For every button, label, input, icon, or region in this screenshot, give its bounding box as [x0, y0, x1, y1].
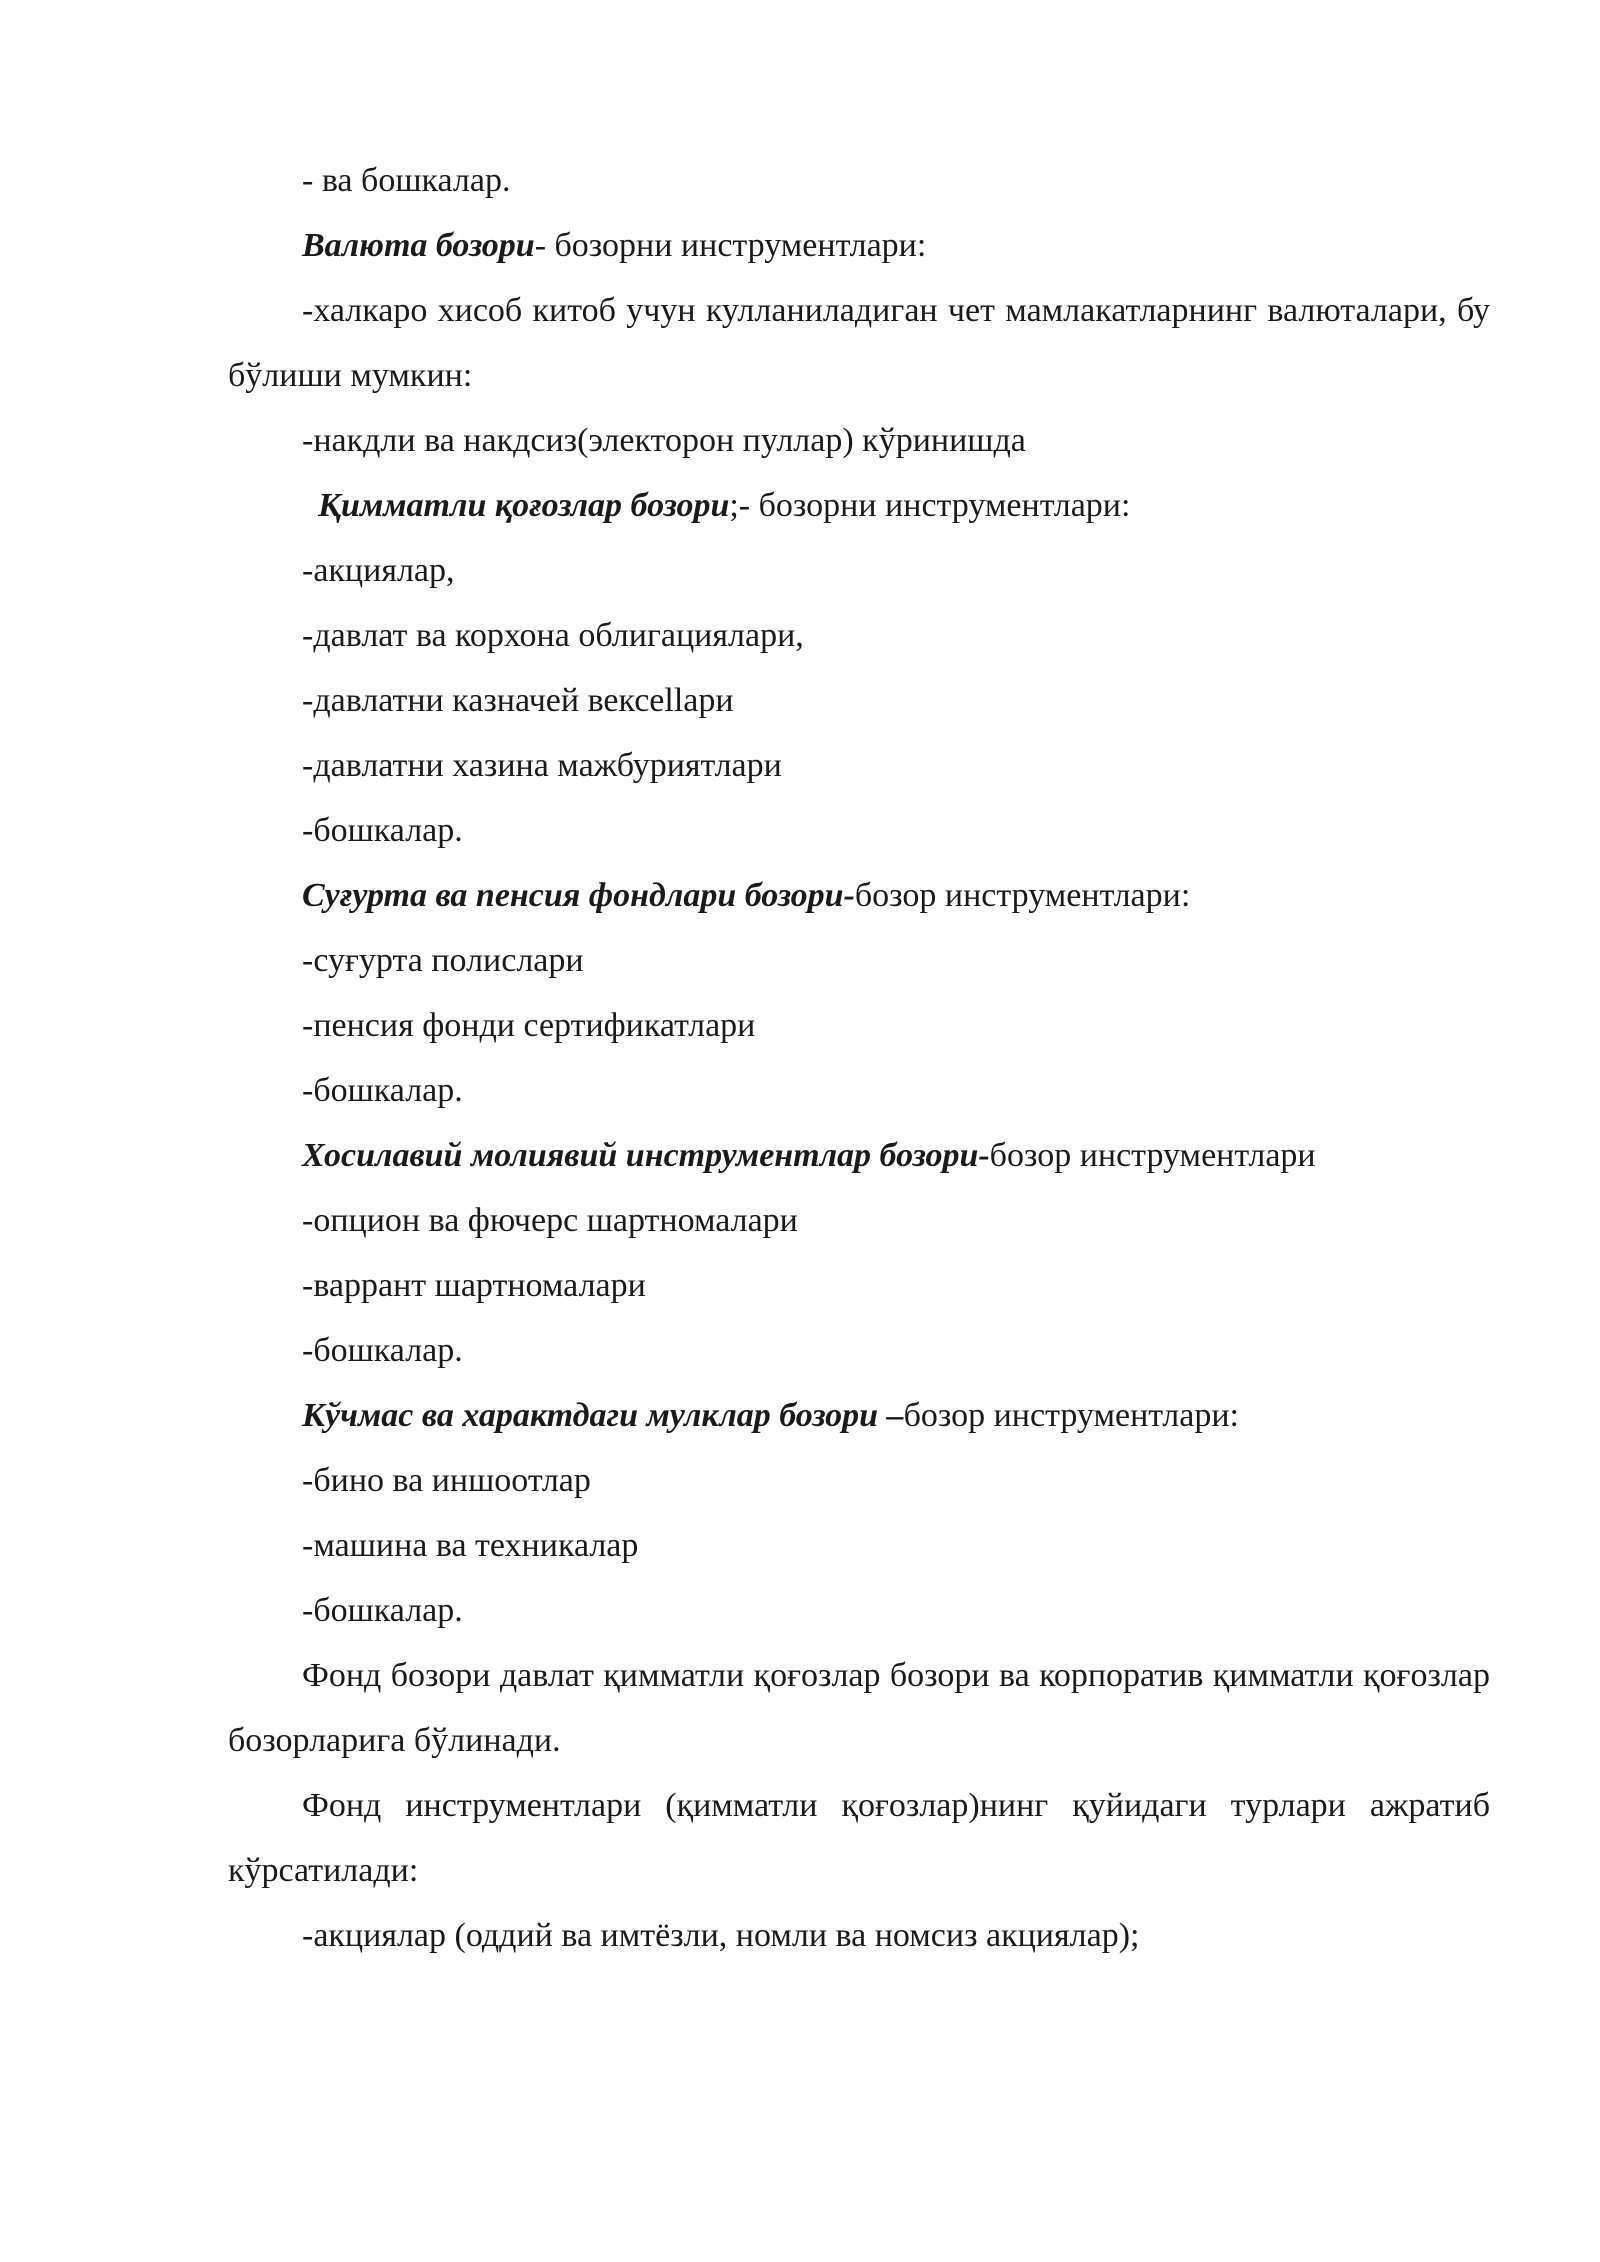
paragraph-text: бозор инструментлари: — [903, 1397, 1239, 1434]
paragraph — [228, 863, 1490, 928]
paragraph-text: -варрант шартномалари — [302, 1267, 646, 1304]
paragraph — [228, 1513, 1490, 1578]
paragraph — [228, 538, 1490, 603]
paragraph — [228, 1383, 1490, 1448]
paragraph — [228, 1058, 1490, 1123]
document-body — [228, 148, 1490, 1968]
paragraph-text: -бошкалар. — [302, 1592, 463, 1629]
paragraph-text: - ва бошкалар. — [302, 162, 511, 199]
paragraph — [228, 993, 1490, 1058]
paragraph — [228, 603, 1490, 668]
paragraph — [228, 278, 1490, 408]
paragraph-text: -халкаро хисоб китоб учун кулланиладиган чет мамлакатларнинг валюталари, бу бўлиши мумкин: — [228, 292, 1490, 394]
paragraph — [228, 1903, 1490, 1968]
paragraph-text: бозор инструментлари — [989, 1137, 1316, 1174]
paragraph — [228, 408, 1490, 473]
paragraph-text: Фонд бозори давлат қимматли қоғозлар бозори ва корпоратив қимматли қоғозлар бозорларига бўлинади. — [228, 1657, 1490, 1759]
paragraph — [228, 1188, 1490, 1253]
paragraph — [228, 148, 1490, 213]
paragraph — [228, 1643, 1490, 1773]
paragraph — [228, 1253, 1490, 1318]
paragraph-text: -бошкалар. — [302, 812, 463, 849]
paragraph-heading-text: Валюта бозори — [302, 227, 535, 264]
paragraph-text: -машина ва техникалар — [302, 1527, 639, 1564]
paragraph-text: -давлатни казначей вексellари — [302, 682, 734, 719]
paragraph-text: -опцион ва фючерс шартномалари — [302, 1202, 798, 1239]
paragraph — [228, 1123, 1490, 1188]
paragraph-text: -акциялар, — [302, 552, 455, 589]
paragraph — [228, 1318, 1490, 1383]
paragraph — [228, 668, 1490, 733]
paragraph-text: ;- бозорни инструментлари: — [729, 487, 1131, 524]
paragraph-text: -бошкалар. — [302, 1072, 463, 1109]
paragraph-heading-text: Кўчмас ва характдаги мулклар бозори – — [302, 1397, 904, 1434]
paragraph-text: -накдли ва накдсиз(электорон пуллар) кўринишда — [302, 422, 1026, 459]
paragraph-heading-text: Қимматли қоғозлар бозори — [318, 487, 730, 524]
paragraph — [228, 733, 1490, 798]
paragraph-text: -давлат ва корхона облигациялари, — [302, 617, 804, 654]
paragraph — [228, 798, 1490, 863]
paragraph-text: -суғурта полислари — [302, 942, 584, 979]
paragraph-text: Фонд инструментлари (қимматли қоғозлар)нинг қуйидаги турлари ажратиб кўрсатилади: — [228, 1787, 1490, 1889]
paragraph-text: -бошкалар. — [302, 1332, 463, 1369]
paragraph — [228, 213, 1490, 278]
paragraph — [228, 473, 1490, 538]
paragraph-text: -бино ва иншоотлар — [302, 1462, 591, 1499]
paragraph-text: бозор инструментлари: — [854, 877, 1191, 914]
paragraph-heading-text: Суғурта ва пенсия фондлари бозори- — [302, 877, 855, 914]
paragraph — [228, 1578, 1490, 1643]
paragraph-text: -акциялар (оддий ва имтёзли, номли ва номсиз акциялар); — [302, 1917, 1140, 1954]
paragraph-text: -давлатни хазина мажбуриятлари — [302, 747, 782, 784]
paragraph-text: - бозорни инструментлари: — [534, 227, 927, 264]
paragraph-heading-text: Хосилавий молиявий инструментлар бозори- — [302, 1137, 990, 1174]
paragraph — [228, 1448, 1490, 1513]
paragraph — [228, 928, 1490, 993]
paragraph-text: -пенсия фонди сертификатлари — [302, 1007, 756, 1044]
paragraph — [228, 1773, 1490, 1903]
